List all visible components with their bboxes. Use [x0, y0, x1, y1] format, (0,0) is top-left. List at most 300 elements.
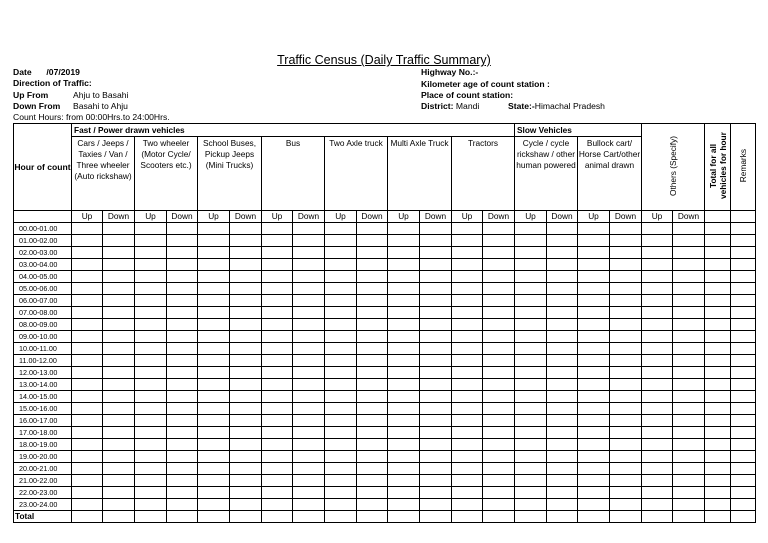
count-cell[interactable] [420, 319, 452, 331]
count-cell[interactable] [388, 319, 420, 331]
count-cell[interactable] [515, 379, 547, 391]
count-cell[interactable] [642, 427, 673, 439]
count-cell[interactable] [262, 427, 293, 439]
count-cell[interactable] [483, 415, 515, 427]
count-cell[interactable] [642, 319, 673, 331]
count-cell[interactable] [325, 247, 357, 259]
count-cell[interactable] [198, 439, 230, 451]
count-cell[interactable] [357, 427, 388, 439]
count-cell[interactable] [167, 427, 198, 439]
total-cell[interactable] [515, 511, 547, 523]
count-cell[interactable] [705, 367, 731, 379]
count-cell[interactable] [705, 451, 731, 463]
count-cell[interactable] [642, 343, 673, 355]
count-cell[interactable] [731, 235, 756, 247]
count-cell[interactable] [388, 391, 420, 403]
count-cell[interactable] [610, 259, 642, 271]
count-cell[interactable] [578, 451, 610, 463]
count-cell[interactable] [483, 343, 515, 355]
count-cell[interactable] [230, 403, 262, 415]
count-cell[interactable] [388, 379, 420, 391]
count-cell[interactable] [230, 379, 262, 391]
total-cell[interactable] [293, 511, 325, 523]
count-cell[interactable] [357, 415, 388, 427]
count-cell[interactable] [230, 439, 262, 451]
count-cell[interactable] [388, 451, 420, 463]
count-cell[interactable] [103, 463, 135, 475]
total-cell[interactable] [420, 511, 452, 523]
count-cell[interactable] [731, 463, 756, 475]
count-cell[interactable] [325, 475, 357, 487]
count-cell[interactable] [230, 283, 262, 295]
count-cell[interactable] [72, 259, 103, 271]
count-cell[interactable] [103, 331, 135, 343]
count-cell[interactable] [547, 331, 578, 343]
count-cell[interactable] [578, 355, 610, 367]
count-cell[interactable] [731, 295, 756, 307]
count-cell[interactable] [262, 439, 293, 451]
count-cell[interactable] [673, 439, 705, 451]
count-cell[interactable] [483, 283, 515, 295]
count-cell[interactable] [547, 343, 578, 355]
count-cell[interactable] [357, 379, 388, 391]
count-cell[interactable] [262, 463, 293, 475]
count-cell[interactable] [357, 391, 388, 403]
count-cell[interactable] [325, 295, 357, 307]
count-cell[interactable] [198, 499, 230, 511]
count-cell[interactable] [578, 259, 610, 271]
count-cell[interactable] [420, 295, 452, 307]
count-cell[interactable] [135, 451, 167, 463]
count-cell[interactable] [642, 475, 673, 487]
count-cell[interactable] [452, 439, 483, 451]
count-cell[interactable] [72, 295, 103, 307]
count-cell[interactable] [420, 247, 452, 259]
count-cell[interactable] [262, 235, 293, 247]
count-cell[interactable] [293, 343, 325, 355]
count-cell[interactable] [103, 355, 135, 367]
count-cell[interactable] [103, 343, 135, 355]
count-cell[interactable] [230, 235, 262, 247]
count-cell[interactable] [262, 415, 293, 427]
count-cell[interactable] [642, 307, 673, 319]
count-cell[interactable] [483, 427, 515, 439]
count-cell[interactable] [515, 235, 547, 247]
count-cell[interactable] [705, 307, 731, 319]
count-cell[interactable] [293, 415, 325, 427]
total-cell[interactable] [610, 511, 642, 523]
count-cell[interactable] [731, 331, 756, 343]
count-cell[interactable] [388, 487, 420, 499]
count-cell[interactable] [547, 403, 578, 415]
count-cell[interactable] [325, 343, 357, 355]
count-cell[interactable] [673, 271, 705, 283]
count-cell[interactable] [103, 223, 135, 235]
count-cell[interactable] [357, 451, 388, 463]
count-cell[interactable] [547, 391, 578, 403]
count-cell[interactable] [705, 259, 731, 271]
count-cell[interactable] [230, 367, 262, 379]
count-cell[interactable] [135, 403, 167, 415]
count-cell[interactable] [731, 367, 756, 379]
count-cell[interactable] [705, 463, 731, 475]
count-cell[interactable] [357, 331, 388, 343]
count-cell[interactable] [167, 259, 198, 271]
count-cell[interactable] [135, 235, 167, 247]
count-cell[interactable] [357, 403, 388, 415]
count-cell[interactable] [610, 235, 642, 247]
count-cell[interactable] [578, 367, 610, 379]
count-cell[interactable] [357, 475, 388, 487]
count-cell[interactable] [230, 463, 262, 475]
count-cell[interactable] [293, 247, 325, 259]
count-cell[interactable] [325, 367, 357, 379]
count-cell[interactable] [642, 451, 673, 463]
count-cell[interactable] [578, 487, 610, 499]
count-cell[interactable] [673, 367, 705, 379]
count-cell[interactable] [515, 307, 547, 319]
count-cell[interactable] [198, 259, 230, 271]
count-cell[interactable] [103, 487, 135, 499]
count-cell[interactable] [483, 295, 515, 307]
count-cell[interactable] [452, 427, 483, 439]
count-cell[interactable] [452, 223, 483, 235]
count-cell[interactable] [642, 259, 673, 271]
count-cell[interactable] [72, 487, 103, 499]
total-cell[interactable] [705, 511, 731, 523]
count-cell[interactable] [420, 355, 452, 367]
count-cell[interactable] [515, 271, 547, 283]
count-cell[interactable] [135, 259, 167, 271]
count-cell[interactable] [673, 487, 705, 499]
total-cell[interactable] [452, 511, 483, 523]
total-cell[interactable] [230, 511, 262, 523]
count-cell[interactable] [293, 487, 325, 499]
count-cell[interactable] [578, 379, 610, 391]
count-cell[interactable] [388, 427, 420, 439]
count-cell[interactable] [731, 223, 756, 235]
count-cell[interactable] [198, 319, 230, 331]
count-cell[interactable] [420, 259, 452, 271]
count-cell[interactable] [610, 223, 642, 235]
count-cell[interactable] [515, 295, 547, 307]
count-cell[interactable] [103, 271, 135, 283]
count-cell[interactable] [293, 499, 325, 511]
count-cell[interactable] [483, 271, 515, 283]
count-cell[interactable] [642, 271, 673, 283]
count-cell[interactable] [547, 367, 578, 379]
count-cell[interactable] [262, 499, 293, 511]
count-cell[interactable] [198, 271, 230, 283]
count-cell[interactable] [420, 307, 452, 319]
count-cell[interactable] [357, 439, 388, 451]
count-cell[interactable] [230, 487, 262, 499]
count-cell[interactable] [198, 343, 230, 355]
count-cell[interactable] [72, 235, 103, 247]
count-cell[interactable] [420, 367, 452, 379]
count-cell[interactable] [515, 403, 547, 415]
count-cell[interactable] [357, 223, 388, 235]
count-cell[interactable] [547, 271, 578, 283]
count-cell[interactable] [483, 475, 515, 487]
count-cell[interactable] [547, 283, 578, 295]
count-cell[interactable] [167, 235, 198, 247]
count-cell[interactable] [167, 367, 198, 379]
count-cell[interactable] [483, 235, 515, 247]
count-cell[interactable] [731, 307, 756, 319]
total-cell[interactable] [262, 511, 293, 523]
count-cell[interactable] [578, 391, 610, 403]
count-cell[interactable] [420, 415, 452, 427]
count-cell[interactable] [515, 355, 547, 367]
count-cell[interactable] [72, 415, 103, 427]
count-cell[interactable] [325, 259, 357, 271]
count-cell[interactable] [515, 283, 547, 295]
count-cell[interactable] [230, 259, 262, 271]
count-cell[interactable] [72, 343, 103, 355]
count-cell[interactable] [731, 247, 756, 259]
count-cell[interactable] [515, 247, 547, 259]
count-cell[interactable] [731, 487, 756, 499]
count-cell[interactable] [642, 391, 673, 403]
count-cell[interactable] [515, 259, 547, 271]
count-cell[interactable] [673, 403, 705, 415]
count-cell[interactable] [135, 415, 167, 427]
count-cell[interactable] [198, 451, 230, 463]
count-cell[interactable] [483, 319, 515, 331]
count-cell[interactable] [642, 367, 673, 379]
count-cell[interactable] [610, 475, 642, 487]
count-cell[interactable] [483, 499, 515, 511]
count-cell[interactable] [262, 247, 293, 259]
count-cell[interactable] [452, 487, 483, 499]
count-cell[interactable] [547, 247, 578, 259]
count-cell[interactable] [167, 451, 198, 463]
total-cell[interactable] [673, 511, 705, 523]
count-cell[interactable] [731, 271, 756, 283]
count-cell[interactable] [72, 439, 103, 451]
count-cell[interactable] [578, 439, 610, 451]
count-cell[interactable] [72, 499, 103, 511]
count-cell[interactable] [230, 427, 262, 439]
count-cell[interactable] [293, 451, 325, 463]
count-cell[interactable] [483, 223, 515, 235]
count-cell[interactable] [167, 403, 198, 415]
count-cell[interactable] [420, 391, 452, 403]
count-cell[interactable] [452, 355, 483, 367]
count-cell[interactable] [483, 391, 515, 403]
count-cell[interactable] [293, 271, 325, 283]
count-cell[interactable] [72, 283, 103, 295]
count-cell[interactable] [135, 331, 167, 343]
total-cell[interactable] [72, 511, 103, 523]
count-cell[interactable] [578, 283, 610, 295]
count-cell[interactable] [262, 391, 293, 403]
count-cell[interactable] [293, 259, 325, 271]
count-cell[interactable] [167, 331, 198, 343]
count-cell[interactable] [452, 499, 483, 511]
count-cell[interactable] [578, 247, 610, 259]
count-cell[interactable] [731, 427, 756, 439]
count-cell[interactable] [483, 487, 515, 499]
count-cell[interactable] [262, 331, 293, 343]
count-cell[interactable] [731, 343, 756, 355]
count-cell[interactable] [198, 355, 230, 367]
count-cell[interactable] [578, 307, 610, 319]
count-cell[interactable] [610, 427, 642, 439]
count-cell[interactable] [167, 439, 198, 451]
count-cell[interactable] [705, 379, 731, 391]
count-cell[interactable] [705, 391, 731, 403]
count-cell[interactable] [731, 391, 756, 403]
count-cell[interactable] [325, 451, 357, 463]
count-cell[interactable] [357, 295, 388, 307]
count-cell[interactable] [705, 283, 731, 295]
count-cell[interactable] [547, 223, 578, 235]
count-cell[interactable] [420, 235, 452, 247]
count-cell[interactable] [642, 463, 673, 475]
count-cell[interactable] [103, 427, 135, 439]
count-cell[interactable] [388, 295, 420, 307]
total-cell[interactable] [135, 511, 167, 523]
count-cell[interactable] [198, 247, 230, 259]
total-cell[interactable] [388, 511, 420, 523]
count-cell[interactable] [420, 487, 452, 499]
count-cell[interactable] [547, 307, 578, 319]
count-cell[interactable] [452, 451, 483, 463]
count-cell[interactable] [547, 235, 578, 247]
count-cell[interactable] [515, 463, 547, 475]
count-cell[interactable] [578, 343, 610, 355]
count-cell[interactable] [325, 499, 357, 511]
count-cell[interactable] [547, 475, 578, 487]
count-cell[interactable] [135, 355, 167, 367]
count-cell[interactable] [230, 355, 262, 367]
count-cell[interactable] [388, 283, 420, 295]
count-cell[interactable] [705, 271, 731, 283]
count-cell[interactable] [420, 283, 452, 295]
count-cell[interactable] [610, 391, 642, 403]
count-cell[interactable] [731, 451, 756, 463]
count-cell[interactable] [642, 235, 673, 247]
count-cell[interactable] [515, 391, 547, 403]
count-cell[interactable] [420, 403, 452, 415]
count-cell[interactable] [705, 403, 731, 415]
count-cell[interactable] [483, 307, 515, 319]
count-cell[interactable] [452, 259, 483, 271]
count-cell[interactable] [547, 379, 578, 391]
count-cell[interactable] [420, 331, 452, 343]
count-cell[interactable] [483, 451, 515, 463]
count-cell[interactable] [673, 295, 705, 307]
count-cell[interactable] [325, 439, 357, 451]
count-cell[interactable] [167, 499, 198, 511]
count-cell[interactable] [610, 499, 642, 511]
count-cell[interactable] [420, 223, 452, 235]
count-cell[interactable] [705, 499, 731, 511]
count-cell[interactable] [642, 355, 673, 367]
count-cell[interactable] [293, 439, 325, 451]
count-cell[interactable] [547, 463, 578, 475]
count-cell[interactable] [547, 259, 578, 271]
count-cell[interactable] [357, 499, 388, 511]
count-cell[interactable] [705, 331, 731, 343]
count-cell[interactable] [420, 499, 452, 511]
count-cell[interactable] [731, 283, 756, 295]
count-cell[interactable] [388, 475, 420, 487]
count-cell[interactable] [388, 271, 420, 283]
count-cell[interactable] [515, 319, 547, 331]
count-cell[interactable] [547, 427, 578, 439]
count-cell[interactable] [452, 367, 483, 379]
count-cell[interactable] [325, 355, 357, 367]
count-cell[interactable] [452, 295, 483, 307]
count-cell[interactable] [293, 427, 325, 439]
count-cell[interactable] [673, 343, 705, 355]
count-cell[interactable] [167, 271, 198, 283]
total-cell[interactable] [642, 511, 673, 523]
count-cell[interactable] [642, 499, 673, 511]
count-cell[interactable] [547, 319, 578, 331]
count-cell[interactable] [357, 343, 388, 355]
count-cell[interactable] [230, 343, 262, 355]
count-cell[interactable] [357, 367, 388, 379]
count-cell[interactable] [388, 355, 420, 367]
count-cell[interactable] [198, 379, 230, 391]
total-cell[interactable] [547, 511, 578, 523]
count-cell[interactable] [578, 319, 610, 331]
count-cell[interactable] [705, 343, 731, 355]
count-cell[interactable] [705, 439, 731, 451]
count-cell[interactable] [388, 235, 420, 247]
total-cell[interactable] [325, 511, 357, 523]
count-cell[interactable] [135, 391, 167, 403]
count-cell[interactable] [515, 475, 547, 487]
count-cell[interactable] [72, 391, 103, 403]
count-cell[interactable] [293, 307, 325, 319]
count-cell[interactable] [167, 247, 198, 259]
count-cell[interactable] [230, 499, 262, 511]
count-cell[interactable] [325, 379, 357, 391]
count-cell[interactable] [167, 379, 198, 391]
count-cell[interactable] [198, 367, 230, 379]
count-cell[interactable] [230, 475, 262, 487]
count-cell[interactable] [293, 403, 325, 415]
count-cell[interactable] [483, 331, 515, 343]
count-cell[interactable] [452, 391, 483, 403]
count-cell[interactable] [103, 235, 135, 247]
count-cell[interactable] [705, 475, 731, 487]
count-cell[interactable] [230, 391, 262, 403]
count-cell[interactable] [642, 295, 673, 307]
total-cell[interactable] [578, 511, 610, 523]
count-cell[interactable] [420, 475, 452, 487]
count-cell[interactable] [388, 343, 420, 355]
count-cell[interactable] [357, 247, 388, 259]
count-cell[interactable] [452, 307, 483, 319]
count-cell[interactable] [293, 475, 325, 487]
count-cell[interactable] [167, 355, 198, 367]
count-cell[interactable] [135, 475, 167, 487]
count-cell[interactable] [262, 319, 293, 331]
count-cell[interactable] [325, 307, 357, 319]
count-cell[interactable] [610, 367, 642, 379]
count-cell[interactable] [262, 295, 293, 307]
count-cell[interactable] [198, 331, 230, 343]
count-cell[interactable] [167, 223, 198, 235]
count-cell[interactable] [167, 391, 198, 403]
count-cell[interactable] [388, 463, 420, 475]
